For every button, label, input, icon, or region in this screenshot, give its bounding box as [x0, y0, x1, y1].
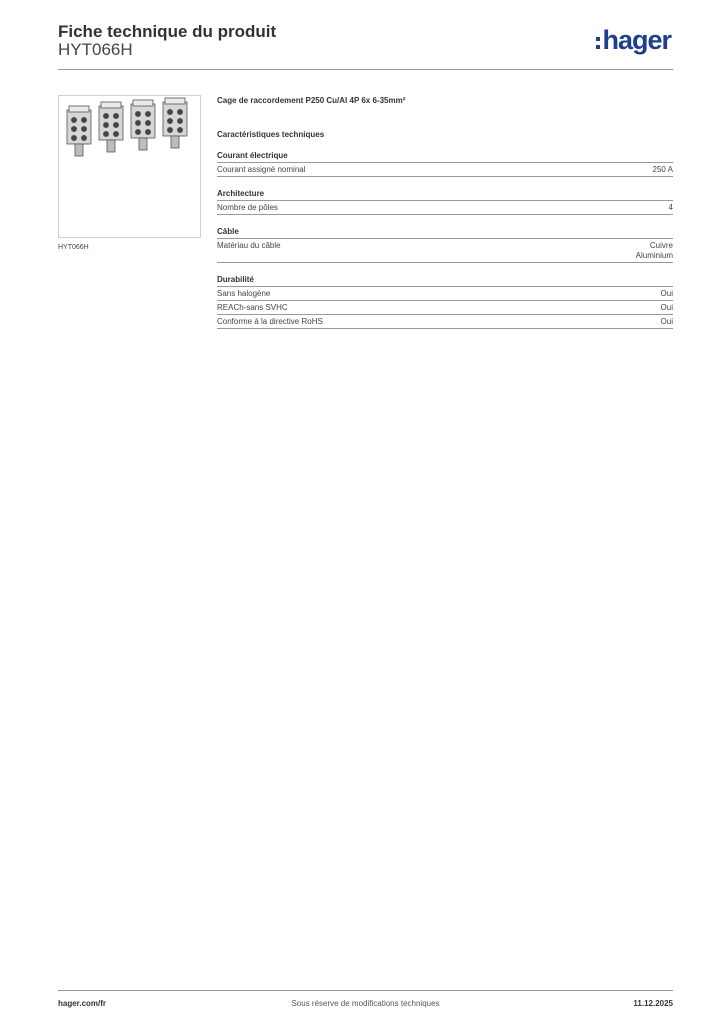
logo-wordmark: hager [602, 24, 671, 55]
spec-row [217, 163, 673, 177]
spec-group-durabilite [217, 275, 673, 329]
spec-value-line: Cuivre [649, 241, 673, 250]
product-reference: HYT066H [58, 40, 133, 59]
footer-website-link[interactable]: hager.com/fr [58, 999, 107, 1008]
spec-group-architecture [217, 189, 673, 215]
footer-date: 11.12.2025 [633, 999, 673, 1008]
product-image [59, 96, 200, 237]
spec-group-title: Câble [217, 227, 673, 239]
spec-group-title: Courant électrique [217, 151, 673, 163]
spec-label: Conforme à la directive RoHS [217, 317, 323, 326]
spec-group-courant [217, 151, 673, 177]
page-header [58, 20, 673, 70]
product-image-frame [58, 95, 201, 238]
product-image-caption: HYT066H [58, 244, 89, 251]
spec-label: REACh-sans SVHC [217, 303, 288, 312]
spec-row [217, 201, 673, 215]
hager-logo [596, 26, 671, 54]
spec-value-line: Aluminium [635, 251, 673, 260]
spec-group-title: Architecture [217, 189, 673, 201]
product-name: Cage de raccordement P250 Cu/Al 4P 6x 6-35mm² [217, 96, 406, 105]
spec-value-multiline [636, 241, 673, 261]
terminal-block-illustration [67, 98, 187, 156]
spec-label: Courant assigné nominal [217, 165, 306, 174]
spec-value: 250 A [652, 165, 673, 174]
spec-group-title: Durabilité [217, 275, 673, 287]
spec-label: Matériau du câble [217, 241, 281, 250]
spec-value: Oui [660, 303, 673, 312]
footer-disclaimer: Sous réserve de modifications techniques [291, 999, 440, 1008]
spec-value: Oui [660, 289, 673, 298]
spec-row [217, 301, 673, 315]
document-title: Fiche technique du produit [58, 22, 277, 41]
spec-row [217, 239, 673, 263]
spec-group-cable [217, 227, 673, 263]
spec-label: Nombre de pôles [217, 203, 278, 212]
spec-value: 4 [668, 203, 673, 212]
logo-dots-icon [596, 37, 600, 49]
spec-row [217, 287, 673, 301]
spec-content [217, 96, 673, 329]
spec-value: Oui [660, 317, 673, 326]
spec-label: Sans halogène [217, 289, 271, 298]
spec-section-heading: Caractéristiques techniques [217, 130, 325, 139]
spec-row [217, 315, 673, 329]
page-footer [58, 990, 673, 1012]
